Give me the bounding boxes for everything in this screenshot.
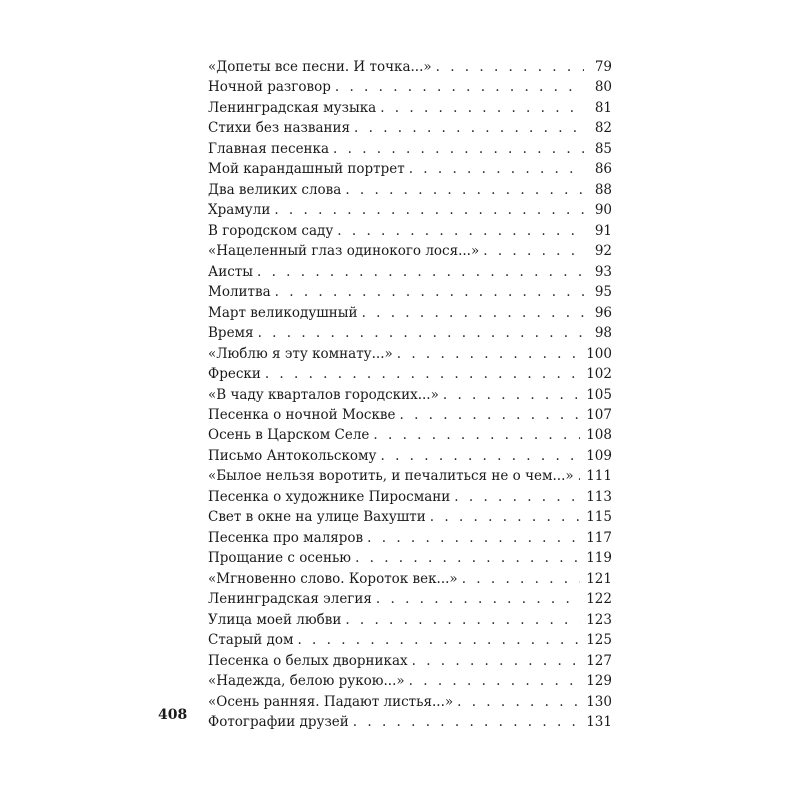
toc-entry xyxy=(208,712,612,732)
dot-leader xyxy=(274,200,584,220)
toc-entry xyxy=(208,77,612,97)
dot-leader xyxy=(373,425,580,445)
toc-entry xyxy=(208,159,612,179)
toc-entry-page: 113 xyxy=(586,488,612,505)
dot-leader xyxy=(362,303,584,323)
toc-entry-page: 100 xyxy=(586,345,612,362)
toc-entry-title: Два великих слова xyxy=(208,181,342,198)
toc-entry-title: Храмули xyxy=(208,202,271,219)
toc-entry xyxy=(208,671,612,691)
toc-entry-title: Ленинградская элегия xyxy=(208,591,372,608)
toc-entry-title: Старый дом xyxy=(208,632,294,649)
toc-entry xyxy=(208,630,612,650)
dot-leader xyxy=(412,651,581,671)
toc-entry xyxy=(208,303,612,323)
toc-entry-title: Стихи без названия xyxy=(208,120,351,137)
dot-leader xyxy=(275,282,584,302)
toc-entry-title: Песенка о художнике Пиросмани xyxy=(208,488,451,505)
toc-entry xyxy=(208,139,612,159)
toc-entry-page: 117 xyxy=(586,529,612,546)
dot-leader xyxy=(345,180,584,200)
dot-leader xyxy=(430,507,580,527)
toc-entry xyxy=(208,241,612,261)
toc-entry-title: «Осень ранняя. Падают листья...» xyxy=(208,693,454,710)
dot-leader xyxy=(258,323,584,343)
toc-entry-title: Улица моей любви xyxy=(208,611,342,628)
toc-entry-page: 79 xyxy=(594,59,612,75)
toc-entry-page: 85 xyxy=(594,140,612,157)
toc-entry-title: «Надежда, белою рукою...» xyxy=(208,673,405,690)
toc-entry-title: Песенка о ночной Москве xyxy=(208,406,396,423)
toc-entry-page: 109 xyxy=(586,447,612,464)
toc-entry xyxy=(208,569,612,589)
toc-entry-title: Песенка про маляров xyxy=(208,529,364,546)
toc-entry-title: Песенка о белых дворниках xyxy=(208,652,408,669)
toc-entry-title: Время xyxy=(208,325,254,342)
dot-leader xyxy=(337,221,584,241)
toc-entry-title: Мой карандашный портрет xyxy=(208,161,405,178)
dot-leader xyxy=(436,57,584,77)
toc-entry-page: 130 xyxy=(586,693,612,710)
dot-leader xyxy=(443,385,580,405)
toc-entry-page: 127 xyxy=(586,652,612,669)
toc-entry xyxy=(208,528,612,548)
toc-entry xyxy=(208,487,612,507)
toc-entry xyxy=(208,282,612,302)
toc-entry-page: 98 xyxy=(594,325,612,342)
toc-entry-page: 95 xyxy=(594,284,612,301)
toc-entry-title: «Люблю я эту комнату...» xyxy=(208,345,393,362)
dot-leader xyxy=(297,630,580,650)
toc-entry xyxy=(208,221,612,241)
toc-entry xyxy=(208,118,612,138)
toc-entry-title: «Нацеленный глаз одинокого лося...» xyxy=(208,243,480,260)
dot-leader xyxy=(333,139,584,159)
toc-entry-page: 93 xyxy=(594,263,612,280)
dot-leader xyxy=(397,344,580,364)
toc-entry-title: Аисты xyxy=(208,263,253,280)
toc-entry-page: 111 xyxy=(586,468,612,485)
toc-entry-page: 80 xyxy=(594,79,612,96)
dot-leader xyxy=(353,712,580,732)
toc-entry-page: 102 xyxy=(586,366,612,383)
toc-entry-page: 121 xyxy=(586,570,612,587)
toc-entry-page: 81 xyxy=(594,99,612,116)
toc-entry xyxy=(208,57,612,77)
toc-entry-page: 119 xyxy=(586,550,612,567)
dot-leader xyxy=(380,446,580,466)
dot-leader xyxy=(376,589,580,609)
dot-leader xyxy=(454,487,580,507)
toc-entry-page: 131 xyxy=(586,714,612,730)
toc-entry-page: 125 xyxy=(586,632,612,649)
toc-entry-page: 129 xyxy=(586,673,612,690)
toc-entry xyxy=(208,692,612,712)
toc-entry-title: «Былое нельзя воротить, и печалиться не о чем...» xyxy=(208,468,574,485)
toc-entry-title: В городском саду xyxy=(208,222,334,239)
toc-entry xyxy=(208,385,612,405)
toc-entry-page: 115 xyxy=(586,509,612,526)
toc-entry xyxy=(208,610,612,630)
toc-entry-page: 122 xyxy=(586,591,612,608)
toc-entry-page: 90 xyxy=(594,202,612,219)
toc-entry xyxy=(208,507,612,527)
toc-entry-page: 86 xyxy=(594,161,612,178)
toc-entry-title: Письмо Антокольскому xyxy=(208,447,377,464)
toc-entry xyxy=(208,466,612,486)
page-number: 408 xyxy=(158,707,188,723)
toc-entry-page: 92 xyxy=(594,243,612,260)
dot-leader xyxy=(409,671,581,691)
toc-entry-page: 96 xyxy=(594,304,612,321)
toc-entry xyxy=(208,180,612,200)
toc-entry-title: «Допеты все песни. И точка...» xyxy=(208,59,432,75)
toc-entry-page: 91 xyxy=(594,222,612,239)
toc-entry xyxy=(208,200,612,220)
toc-entry-page: 108 xyxy=(586,427,612,444)
toc-entry xyxy=(208,344,612,364)
toc-entry-title: «В чаду кварталов городских...» xyxy=(208,386,439,403)
toc-entry xyxy=(208,98,612,118)
dot-leader xyxy=(265,364,580,384)
dot-leader xyxy=(367,528,580,548)
toc-entry xyxy=(208,262,612,282)
toc-entry-title: Фрески xyxy=(208,366,261,383)
dot-leader xyxy=(483,241,584,261)
toc-entry-title: Свет в окне на улице Вахушти xyxy=(208,509,426,526)
toc-entry-page: 88 xyxy=(594,181,612,198)
toc-entry-title: Ленинградская музыка xyxy=(208,99,377,116)
dot-leader xyxy=(355,548,580,568)
toc-entry-page: 107 xyxy=(586,406,612,423)
toc-entry-page: 105 xyxy=(586,386,612,403)
toc-entry-title: Фотографии друзей xyxy=(208,714,349,730)
toc-entry-title: Март великодушный xyxy=(208,304,358,321)
toc-entry-page: 82 xyxy=(594,120,612,137)
toc-entry xyxy=(208,651,612,671)
toc-entry xyxy=(208,364,612,384)
toc-entry-page: 123 xyxy=(586,611,612,628)
toc-entry-title: Молитва xyxy=(208,284,271,301)
dot-leader xyxy=(409,159,584,179)
toc-entry xyxy=(208,405,612,425)
dot-leader xyxy=(335,77,584,97)
dot-leader xyxy=(354,118,584,138)
dot-leader xyxy=(380,98,584,118)
toc-entry xyxy=(208,323,612,343)
dot-leader xyxy=(400,405,581,425)
toc-entry xyxy=(208,446,612,466)
toc-entry xyxy=(208,425,612,445)
toc-entry-title: «Мгновенно слово. Короток век...» xyxy=(208,570,458,587)
toc-entry-title: Осень в Царском Селе xyxy=(208,427,370,444)
dot-leader xyxy=(257,262,584,282)
table-of-contents xyxy=(208,57,612,732)
toc-entry-title: Прощание с осенью xyxy=(208,550,352,567)
dot-leader xyxy=(462,569,581,589)
toc-entry xyxy=(208,589,612,609)
toc-entry-title: Главная песенка xyxy=(208,140,330,157)
toc-entry-title: Ночной разговор xyxy=(208,79,331,96)
dot-leader xyxy=(457,692,580,712)
toc-entry xyxy=(208,548,612,568)
dot-leader xyxy=(345,610,580,630)
